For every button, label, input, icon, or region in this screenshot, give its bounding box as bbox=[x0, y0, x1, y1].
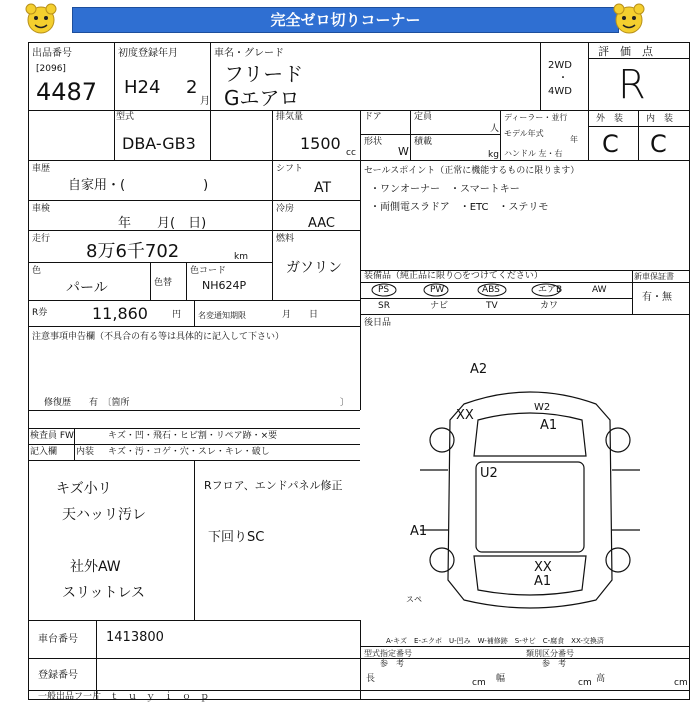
ref-2: 参 考 bbox=[542, 659, 566, 668]
spare-label: スペ bbox=[406, 595, 422, 604]
color-code-value: NH624P bbox=[202, 279, 247, 292]
high-label: 高 bbox=[596, 674, 606, 684]
mascot-icon bbox=[24, 2, 58, 36]
note-6: 下回りSC bbox=[208, 530, 265, 545]
first-reg-era: H24 bbox=[124, 77, 161, 98]
mascot-icon bbox=[612, 2, 646, 36]
cm-1: cm bbox=[472, 678, 486, 688]
interior-value: C bbox=[650, 130, 667, 158]
mark-u2: U2 bbox=[480, 466, 498, 481]
equip-ps: PS bbox=[378, 285, 390, 295]
cm-2: cm bbox=[578, 678, 592, 688]
drive-2wd: 2WD bbox=[548, 60, 572, 71]
damage-legend: A-キズ E-エクボ U-凹み W-補修跡 S-サビ C-腐食 XX-交換済 bbox=[386, 637, 604, 645]
note-1: キズ小リ bbox=[56, 481, 112, 497]
equip-circles bbox=[370, 282, 620, 298]
repair-close: 〕 bbox=[340, 398, 350, 408]
color-change-label: 色替 bbox=[154, 278, 173, 288]
score-label: 評 価 点 bbox=[598, 45, 653, 58]
shape-value: W bbox=[398, 145, 409, 158]
drive-4wd: 4WD bbox=[548, 86, 572, 97]
door-label: ドア bbox=[364, 112, 382, 122]
disp-label: 排気量 bbox=[276, 112, 304, 122]
recycle-unit: 円 bbox=[172, 310, 182, 320]
mark-a1-left: A1 bbox=[410, 524, 428, 539]
mark-a1-rear: A1 bbox=[534, 574, 552, 589]
equip-pw: PW bbox=[430, 285, 445, 295]
note-3: 社外AW bbox=[70, 559, 121, 575]
model-year-label: モデル年式 bbox=[504, 129, 544, 138]
fw-label: 検査員 FW bbox=[30, 431, 74, 441]
ac-value: AAC bbox=[308, 216, 335, 231]
cm-3: cm bbox=[674, 678, 688, 688]
banner bbox=[0, 0, 700, 38]
first-reg-label: 初度登録年月 bbox=[118, 48, 178, 59]
later-label: 後日品 bbox=[364, 318, 392, 328]
model-year-unit: 年 bbox=[570, 135, 578, 144]
exterior-value: C bbox=[602, 130, 619, 158]
int-label: 内装 bbox=[76, 447, 95, 457]
fw-items: キズ・凹・飛石・ヒビ割・リペア跡・×要 bbox=[108, 431, 278, 441]
shape-label: 形状 bbox=[364, 137, 383, 147]
equip-aw: AW bbox=[592, 285, 607, 295]
mark-xx-rear: XX bbox=[534, 560, 552, 575]
repair-label: 修復歴 有 〔箇所 bbox=[44, 398, 130, 408]
equip-navi: ナビ bbox=[430, 301, 449, 311]
note-4: スリットレス bbox=[62, 585, 146, 601]
long-label: 長 bbox=[366, 674, 376, 684]
fuel-value: ガソリン bbox=[286, 260, 342, 276]
model-name: フリード bbox=[224, 62, 304, 86]
dealer-label: ディーラー・並行 bbox=[504, 113, 568, 122]
drive-dot: ・ bbox=[558, 73, 568, 84]
mileage-label: 走行 bbox=[32, 234, 51, 244]
color-code-label: 色コード bbox=[190, 266, 227, 276]
recycle-value: 11,860 bbox=[92, 304, 148, 323]
entry-label: 記入欄 bbox=[30, 447, 58, 457]
equip-title: 装備品（純正品に限り○をつけてください） bbox=[364, 271, 543, 281]
handle-label: ハンドル 左・右 bbox=[504, 149, 563, 158]
ac-label: 冷房 bbox=[276, 204, 295, 214]
load-label: 積載 bbox=[414, 137, 433, 147]
shift-value: AT bbox=[314, 180, 332, 196]
lot-label: 出品番号 bbox=[32, 48, 72, 59]
shift-label: シフト bbox=[276, 164, 304, 174]
notice-label: 名変通知期限 bbox=[198, 311, 246, 320]
wide-label: 幅 bbox=[496, 674, 506, 684]
warranty-label: 新車保証書 bbox=[634, 272, 674, 281]
disp-unit: cc bbox=[346, 148, 356, 158]
type-value: DBA-GB3 bbox=[122, 134, 196, 153]
mark-w2: W2 bbox=[534, 402, 551, 413]
sales-line1: ・ワンオーナー ・スマートキー bbox=[370, 184, 520, 195]
equip-tv: TV bbox=[486, 301, 498, 311]
size-label-2: 類別区分番号 bbox=[526, 649, 574, 658]
mark-xx-front: XX bbox=[456, 408, 474, 423]
interior-label: 内 装 bbox=[646, 114, 674, 124]
chassis-label: 車台番号 bbox=[38, 634, 78, 645]
bottom-text: 一般出品フ一片 ｔ ｕ ｙ ｉ ｏ ｐ bbox=[38, 692, 210, 702]
fuel-label: 燃料 bbox=[276, 234, 295, 244]
sales-line2: ・両側電スラドア ・ETC ・ステリモ bbox=[370, 202, 549, 213]
history-value: 自家用・( ) bbox=[68, 178, 209, 193]
first-reg-month: 2 bbox=[186, 77, 198, 98]
auction-sheet bbox=[10, 42, 690, 700]
mark-a1-top: A1 bbox=[540, 418, 558, 433]
car-diagram bbox=[380, 360, 680, 630]
equip-sr: SR bbox=[378, 301, 390, 311]
warranty-value: 有・無 bbox=[642, 292, 672, 303]
mark-a2: A2 bbox=[470, 362, 488, 377]
note-5: Rフロア、エンドパネル修正 bbox=[204, 479, 343, 492]
color-label: 色 bbox=[32, 266, 42, 276]
exterior-label: 外 装 bbox=[596, 114, 624, 124]
grade: Gエアロ bbox=[224, 86, 300, 110]
model-label: 車名・グレード bbox=[214, 48, 284, 59]
lot-sub: [2096] bbox=[36, 64, 66, 74]
int-items: キズ・汚・コゲ・穴・スレ・キレ・破し bbox=[108, 447, 270, 457]
notice-value: 月 日 bbox=[282, 310, 319, 320]
month-unit: 月 bbox=[200, 96, 210, 107]
banner-title: 完全ゼロ切りコーナー bbox=[72, 7, 619, 33]
lot-number: 4487 bbox=[36, 78, 98, 106]
recycle-label: R券 bbox=[32, 308, 48, 318]
mileage-value: 8万6千702 bbox=[86, 241, 180, 262]
equip-abs: ABS bbox=[482, 285, 500, 295]
score-value: R bbox=[618, 62, 646, 108]
load-unit: kg bbox=[488, 150, 499, 160]
inspection-value: 年 月( 日) bbox=[118, 216, 207, 231]
capacity-unit: 人 bbox=[490, 124, 500, 134]
color-value: パール bbox=[66, 280, 108, 296]
disp-value: 1500 bbox=[300, 134, 341, 153]
equip-leather: カワ bbox=[540, 301, 559, 311]
inspection-label: 車検 bbox=[32, 204, 51, 214]
ref-1: 参 考 bbox=[380, 659, 404, 668]
chassis-value: 1413800 bbox=[106, 630, 164, 645]
equip-airbag: エアB bbox=[538, 285, 563, 295]
notes-title: 注意事項申告欄（不具合の有る等は具体的に記入して下さい） bbox=[32, 332, 285, 342]
capacity-label: 定員 bbox=[414, 112, 433, 122]
mileage-unit: km bbox=[234, 252, 248, 262]
size-label-1: 型式指定番号 bbox=[364, 649, 412, 658]
reg-label: 登録番号 bbox=[38, 670, 78, 681]
sales-title: セールスポイント（正常に機能するものに限ります） bbox=[364, 166, 580, 176]
note-2: 天ハッリ汚レ bbox=[62, 507, 146, 523]
type-label: 型式 bbox=[116, 112, 135, 122]
history-label: 車歴 bbox=[32, 164, 51, 174]
